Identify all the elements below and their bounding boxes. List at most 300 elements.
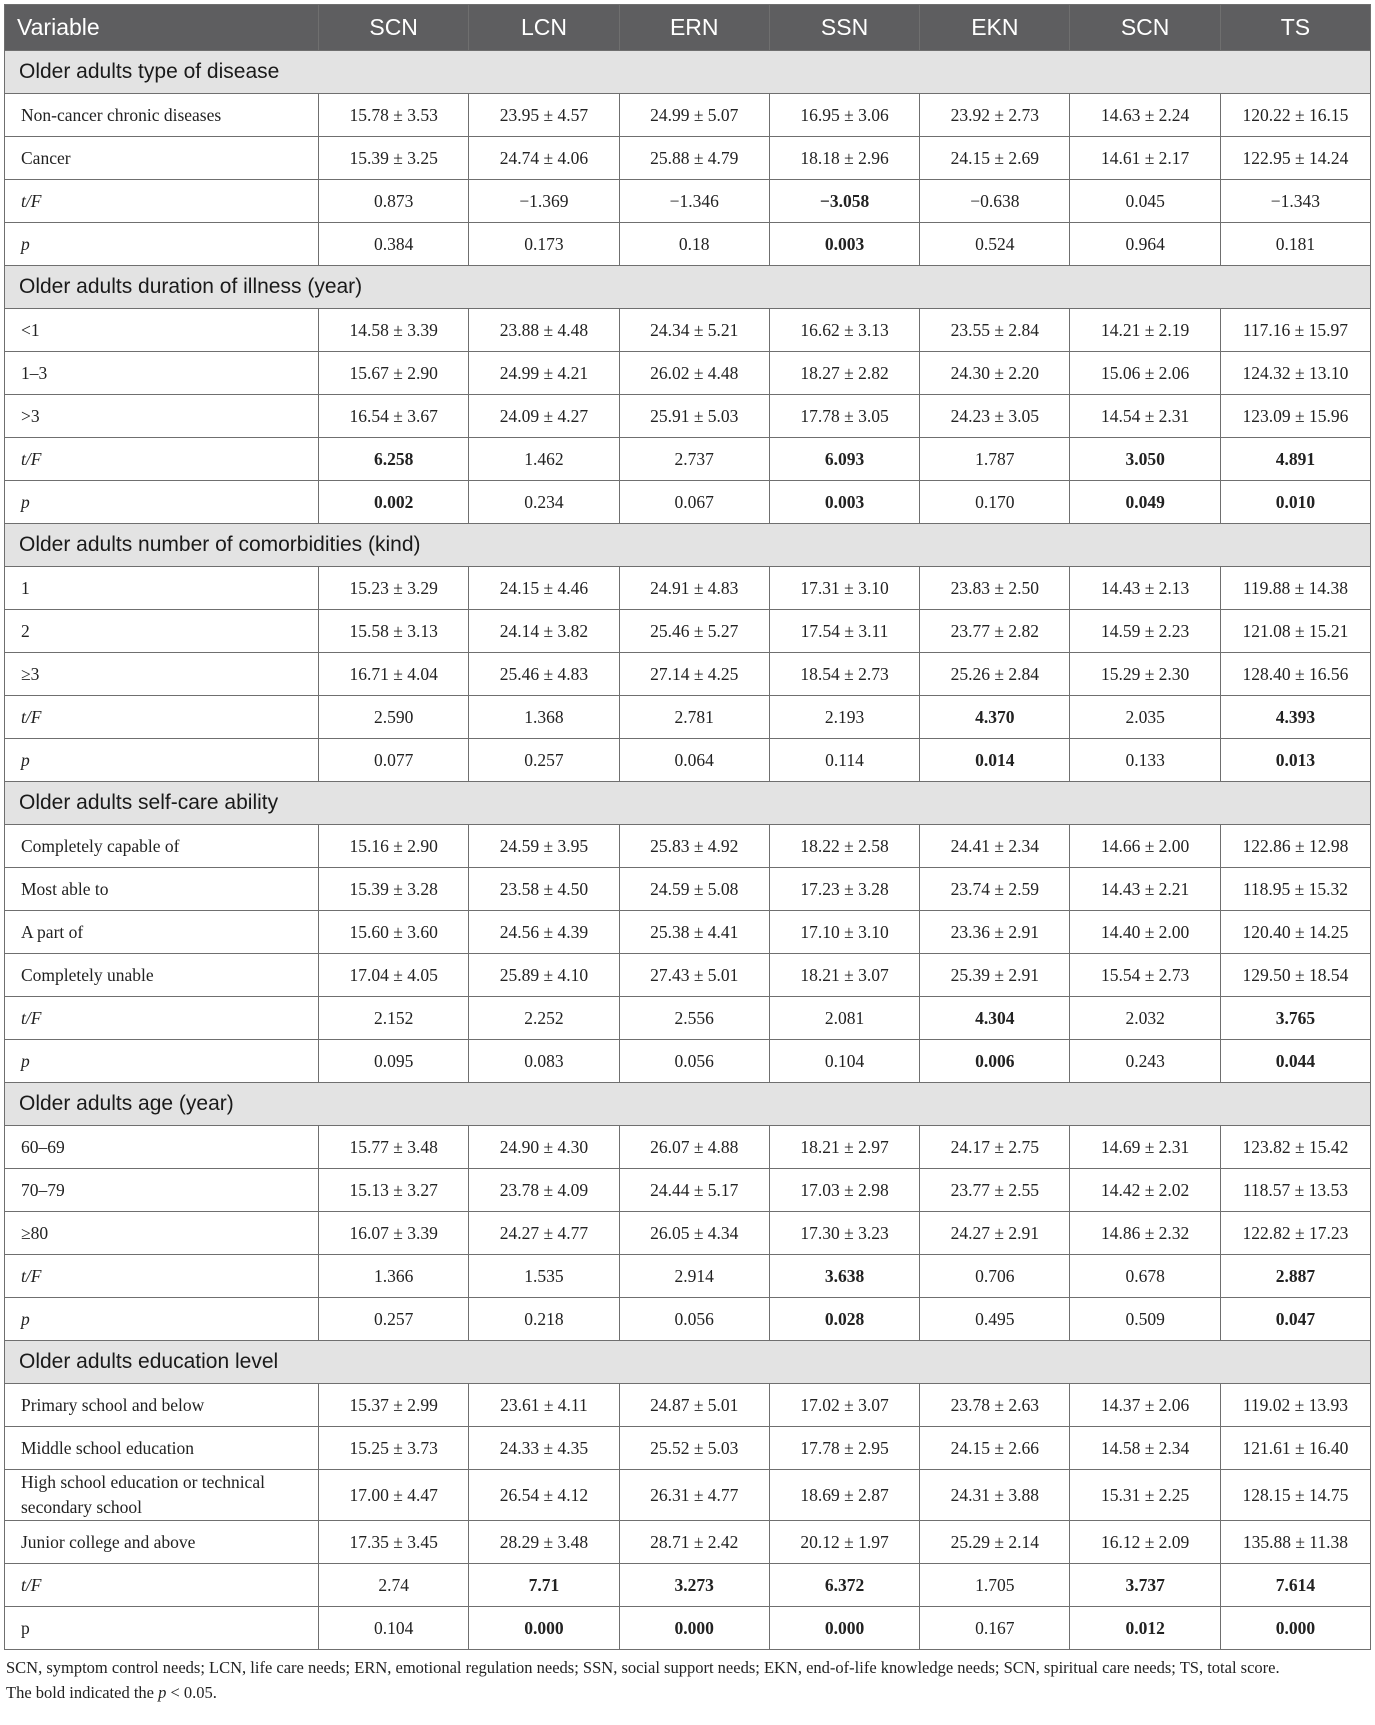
- table-cell: 18.21 ± 2.97: [769, 1126, 919, 1169]
- row-label: 70–79: [5, 1169, 319, 1212]
- table-row: [5, 137, 1371, 180]
- table-row: [5, 653, 1371, 696]
- table-cell: 2.193: [769, 696, 919, 739]
- row-label: Cancer: [5, 137, 319, 180]
- table-cell: 118.95 ± 15.32: [1220, 868, 1370, 911]
- row-label: High school education or technical secondary school: [5, 1470, 319, 1521]
- table-cell: 23.78 ± 2.63: [920, 1384, 1070, 1427]
- row-label: <1: [5, 309, 319, 352]
- table-cell: 0.181: [1220, 223, 1370, 266]
- table-cell: 2.590: [319, 696, 469, 739]
- table-cell: 0.014: [920, 739, 1070, 782]
- table-cell: 123.09 ± 15.96: [1220, 395, 1370, 438]
- table-cell: 3.638: [769, 1255, 919, 1298]
- table-cell: 0.045: [1070, 180, 1220, 223]
- section-header-row: [5, 51, 1371, 94]
- table-cell: 15.25 ± 3.73: [319, 1427, 469, 1470]
- table-body: [5, 51, 1371, 1650]
- table-cell: 18.21 ± 3.07: [769, 954, 919, 997]
- table-cell: 15.29 ± 2.30: [1070, 653, 1220, 696]
- table-cell: 14.59 ± 2.23: [1070, 610, 1220, 653]
- table-cell: 23.58 ± 4.50: [469, 868, 619, 911]
- table-cell: 118.57 ± 13.53: [1220, 1169, 1370, 1212]
- table-cell: 4.393: [1220, 696, 1370, 739]
- table-cell: 0.243: [1070, 1040, 1220, 1083]
- table-row: [5, 180, 1371, 223]
- table-cell: 16.54 ± 3.67: [319, 395, 469, 438]
- significance-note-var: p: [158, 1683, 167, 1702]
- table-cell: 120.22 ± 16.15: [1220, 94, 1370, 137]
- row-label: t/F: [5, 997, 319, 1040]
- table-cell: 122.82 ± 17.23: [1220, 1212, 1370, 1255]
- table-cell: 25.38 ± 4.41: [619, 911, 769, 954]
- table-cell: 17.30 ± 3.23: [769, 1212, 919, 1255]
- header-ekn: EKN: [920, 5, 1070, 51]
- table-cell: 25.91 ± 5.03: [619, 395, 769, 438]
- table-cell: 23.78 ± 4.09: [469, 1169, 619, 1212]
- table-cell: 24.74 ± 4.06: [469, 137, 619, 180]
- significance-note-prefix: The bold indicated the: [6, 1683, 159, 1702]
- table-cell: 0.044: [1220, 1040, 1370, 1083]
- table-cell: 24.99 ± 5.07: [619, 94, 769, 137]
- table-cell: 16.62 ± 3.13: [769, 309, 919, 352]
- table-cell: 0.170: [920, 481, 1070, 524]
- table-cell: 14.43 ± 2.21: [1070, 868, 1220, 911]
- section-title: Older adults number of comorbidities (kind): [5, 524, 1371, 567]
- table-cell: 0.678: [1070, 1255, 1220, 1298]
- table-cell: 23.88 ± 4.48: [469, 309, 619, 352]
- table-cell: 1.705: [920, 1564, 1070, 1607]
- table-cell: 14.58 ± 2.34: [1070, 1427, 1220, 1470]
- table-cell: 0.104: [769, 1040, 919, 1083]
- table-cell: 0.056: [619, 1298, 769, 1341]
- table-cell: 16.71 ± 4.04: [319, 653, 469, 696]
- table-cell: 135.88 ± 11.38: [1220, 1521, 1370, 1564]
- table-cell: 0.257: [469, 739, 619, 782]
- section-title: Older adults duration of illness (year): [5, 266, 1371, 309]
- table-cell: 17.78 ± 2.95: [769, 1427, 919, 1470]
- table-cell: 18.22 ± 2.58: [769, 825, 919, 868]
- header-ern: ERN: [619, 5, 769, 51]
- table-cell: 15.16 ± 2.90: [319, 825, 469, 868]
- table-cell: 0.047: [1220, 1298, 1370, 1341]
- table-cell: 2.035: [1070, 696, 1220, 739]
- table-cell: 2.781: [619, 696, 769, 739]
- table-cell: 15.58 ± 3.13: [319, 610, 469, 653]
- table-cell: 24.41 ± 2.34: [920, 825, 1070, 868]
- table-footnotes: [4, 1655, 1370, 1705]
- table-cell: 15.39 ± 3.25: [319, 137, 469, 180]
- table-cell: 27.14 ± 4.25: [619, 653, 769, 696]
- header-ts: TS: [1220, 5, 1370, 51]
- row-label: 2: [5, 610, 319, 653]
- row-label: ≥3: [5, 653, 319, 696]
- table-cell: 14.58 ± 3.39: [319, 309, 469, 352]
- table-row: [5, 1040, 1371, 1083]
- table-cell: 2.556: [619, 997, 769, 1040]
- section-header-row: [5, 782, 1371, 825]
- table-cell: 2.081: [769, 997, 919, 1040]
- table-cell: 28.71 ± 2.42: [619, 1521, 769, 1564]
- table-cell: 0.964: [1070, 223, 1220, 266]
- table-cell: 25.29 ± 2.14: [920, 1521, 1070, 1564]
- header-lcn: LCN: [469, 5, 619, 51]
- section-header-row: [5, 524, 1371, 567]
- row-label: t/F: [5, 438, 319, 481]
- table-cell: 1.366: [319, 1255, 469, 1298]
- row-label: ≥80: [5, 1212, 319, 1255]
- table-cell: 23.83 ± 2.50: [920, 567, 1070, 610]
- table-row: [5, 395, 1371, 438]
- table-cell: 3.273: [619, 1564, 769, 1607]
- table-cell: 24.23 ± 3.05: [920, 395, 1070, 438]
- table-cell: 24.87 ± 5.01: [619, 1384, 769, 1427]
- table-cell: 7.71: [469, 1564, 619, 1607]
- table-cell: 0.000: [469, 1607, 619, 1650]
- table-row: [5, 1607, 1371, 1650]
- table-cell: 0.000: [769, 1607, 919, 1650]
- section-header-row: [5, 266, 1371, 309]
- row-label: p: [5, 739, 319, 782]
- table-cell: 18.69 ± 2.87: [769, 1470, 919, 1521]
- table-cell: 15.13 ± 3.27: [319, 1169, 469, 1212]
- table-cell: 18.18 ± 2.96: [769, 137, 919, 180]
- table-row: [5, 1126, 1371, 1169]
- table-cell: 17.78 ± 3.05: [769, 395, 919, 438]
- table-cell: 23.95 ± 4.57: [469, 94, 619, 137]
- table-cell: 17.00 ± 4.47: [319, 1470, 469, 1521]
- section-title: Older adults self-care ability: [5, 782, 1371, 825]
- table-cell: 128.40 ± 16.56: [1220, 653, 1370, 696]
- table-cell: 122.95 ± 14.24: [1220, 137, 1370, 180]
- table-cell: 14.61 ± 2.17: [1070, 137, 1220, 180]
- table-cell: 15.77 ± 3.48: [319, 1126, 469, 1169]
- table-cell: 0.114: [769, 739, 919, 782]
- header-ssn: SSN: [769, 5, 919, 51]
- table-cell: 1.368: [469, 696, 619, 739]
- table-cell: 17.03 ± 2.98: [769, 1169, 919, 1212]
- header-scn-spiritual: SCN: [1070, 5, 1220, 51]
- table-cell: 6.372: [769, 1564, 919, 1607]
- table-cell: 7.614: [1220, 1564, 1370, 1607]
- row-label: t/F: [5, 1564, 319, 1607]
- table-cell: 2.887: [1220, 1255, 1370, 1298]
- table-cell: 3.050: [1070, 438, 1220, 481]
- table-cell: 14.40 ± 2.00: [1070, 911, 1220, 954]
- table-row: [5, 567, 1371, 610]
- table-row: [5, 1255, 1371, 1298]
- table-row: [5, 1470, 1371, 1521]
- row-label: t/F: [5, 1255, 319, 1298]
- table-cell: 0.003: [769, 223, 919, 266]
- table-cell: −0.638: [920, 180, 1070, 223]
- table-cell: 25.52 ± 5.03: [619, 1427, 769, 1470]
- table-cell: 24.44 ± 5.17: [619, 1169, 769, 1212]
- table-cell: 23.92 ± 2.73: [920, 94, 1070, 137]
- table-cell: 15.54 ± 2.73: [1070, 954, 1220, 997]
- row-label: 60–69: [5, 1126, 319, 1169]
- table-cell: 0.083: [469, 1040, 619, 1083]
- table-cell: 0.003: [769, 481, 919, 524]
- table-header-row: [5, 5, 1371, 51]
- table-cell: 0.002: [319, 481, 469, 524]
- table-row: [5, 868, 1371, 911]
- table-cell: 24.59 ± 3.95: [469, 825, 619, 868]
- table-cell: 0.013: [1220, 739, 1370, 782]
- table-cell: 14.54 ± 2.31: [1070, 395, 1220, 438]
- table-row: [5, 1298, 1371, 1341]
- table-cell: 0.006: [920, 1040, 1070, 1083]
- table-cell: 23.61 ± 4.11: [469, 1384, 619, 1427]
- table-cell: 15.60 ± 3.60: [319, 911, 469, 954]
- table-cell: 0.257: [319, 1298, 469, 1341]
- table-row: [5, 997, 1371, 1040]
- table-cell: 14.42 ± 2.02: [1070, 1169, 1220, 1212]
- table-cell: −3.058: [769, 180, 919, 223]
- table-cell: 117.16 ± 15.97: [1220, 309, 1370, 352]
- table-cell: 0.000: [619, 1607, 769, 1650]
- table-cell: 14.63 ± 2.24: [1070, 94, 1220, 137]
- row-label: p: [5, 481, 319, 524]
- table-cell: −1.369: [469, 180, 619, 223]
- table-cell: 0.067: [619, 481, 769, 524]
- table-cell: 24.15 ± 4.46: [469, 567, 619, 610]
- table-cell: 2.032: [1070, 997, 1220, 1040]
- table-cell: 120.40 ± 14.25: [1220, 911, 1370, 954]
- table-cell: 15.06 ± 2.06: [1070, 352, 1220, 395]
- significance-note: [6, 1680, 1370, 1705]
- table-row: [5, 1564, 1371, 1607]
- table-container: [4, 4, 1370, 1705]
- table-cell: 0.873: [319, 180, 469, 223]
- table-cell: 0.010: [1220, 481, 1370, 524]
- table-cell: 123.82 ± 15.42: [1220, 1126, 1370, 1169]
- table-cell: 122.86 ± 12.98: [1220, 825, 1370, 868]
- row-label: p: [5, 1607, 319, 1650]
- table-cell: 25.39 ± 2.91: [920, 954, 1070, 997]
- table-cell: 0.028: [769, 1298, 919, 1341]
- table-cell: 18.27 ± 2.82: [769, 352, 919, 395]
- table-cell: 23.77 ± 2.82: [920, 610, 1070, 653]
- table-cell: 14.66 ± 2.00: [1070, 825, 1220, 868]
- table-row: [5, 1169, 1371, 1212]
- row-label: p: [5, 223, 319, 266]
- table-cell: 25.26 ± 2.84: [920, 653, 1070, 696]
- section-title: Older adults type of disease: [5, 51, 1371, 94]
- table-row: [5, 954, 1371, 997]
- table-cell: −1.343: [1220, 180, 1370, 223]
- row-label: t/F: [5, 696, 319, 739]
- table-cell: 26.02 ± 4.48: [619, 352, 769, 395]
- table-cell: 16.07 ± 3.39: [319, 1212, 469, 1255]
- results-table: [4, 4, 1371, 1650]
- table-row: [5, 1521, 1371, 1564]
- row-label: A part of: [5, 911, 319, 954]
- table-cell: 0.167: [920, 1607, 1070, 1650]
- table-cell: 4.304: [920, 997, 1070, 1040]
- table-cell: 24.90 ± 4.30: [469, 1126, 619, 1169]
- table-cell: 0.509: [1070, 1298, 1220, 1341]
- table-cell: 15.37 ± 2.99: [319, 1384, 469, 1427]
- table-cell: 24.30 ± 2.20: [920, 352, 1070, 395]
- table-cell: 2.914: [619, 1255, 769, 1298]
- table-cell: 24.99 ± 4.21: [469, 352, 619, 395]
- table-cell: 121.61 ± 16.40: [1220, 1427, 1370, 1470]
- table-cell: 18.54 ± 2.73: [769, 653, 919, 696]
- table-row: [5, 1212, 1371, 1255]
- table-cell: 14.69 ± 2.31: [1070, 1126, 1220, 1169]
- table-cell: 25.89 ± 4.10: [469, 954, 619, 997]
- table-cell: 25.46 ± 5.27: [619, 610, 769, 653]
- table-cell: 0.18: [619, 223, 769, 266]
- table-cell: 0.706: [920, 1255, 1070, 1298]
- table-row: [5, 352, 1371, 395]
- table-cell: 14.21 ± 2.19: [1070, 309, 1220, 352]
- section-title: Older adults education level: [5, 1341, 1371, 1384]
- table-row: [5, 438, 1371, 481]
- row-label: Most able to: [5, 868, 319, 911]
- header-scn: SCN: [319, 5, 469, 51]
- table-cell: 24.91 ± 4.83: [619, 567, 769, 610]
- table-cell: 0.012: [1070, 1607, 1220, 1650]
- table-cell: 25.88 ± 4.79: [619, 137, 769, 180]
- table-cell: 15.78 ± 3.53: [319, 94, 469, 137]
- table-cell: 2.74: [319, 1564, 469, 1607]
- table-cell: 17.02 ± 3.07: [769, 1384, 919, 1427]
- table-cell: 24.15 ± 2.69: [920, 137, 1070, 180]
- table-row: [5, 309, 1371, 352]
- table-cell: 24.27 ± 2.91: [920, 1212, 1070, 1255]
- table-cell: 17.35 ± 3.45: [319, 1521, 469, 1564]
- table-cell: 24.09 ± 4.27: [469, 395, 619, 438]
- table-cell: 15.23 ± 3.29: [319, 567, 469, 610]
- table-cell: 15.31 ± 2.25: [1070, 1470, 1220, 1521]
- table-row: [5, 481, 1371, 524]
- table-cell: 24.33 ± 4.35: [469, 1427, 619, 1470]
- table-cell: 23.77 ± 2.55: [920, 1169, 1070, 1212]
- table-cell: 4.891: [1220, 438, 1370, 481]
- table-cell: 0.173: [469, 223, 619, 266]
- table-cell: 4.370: [920, 696, 1070, 739]
- table-row: [5, 610, 1371, 653]
- table-cell: 23.55 ± 2.84: [920, 309, 1070, 352]
- section-title: Older adults age (year): [5, 1083, 1371, 1126]
- table-cell: 0.095: [319, 1040, 469, 1083]
- table-cell: 25.46 ± 4.83: [469, 653, 619, 696]
- table-cell: 24.34 ± 5.21: [619, 309, 769, 352]
- row-label: p: [5, 1298, 319, 1341]
- table-cell: 0.218: [469, 1298, 619, 1341]
- table-cell: 0.000: [1220, 1607, 1370, 1650]
- table-cell: 24.15 ± 2.66: [920, 1427, 1070, 1470]
- table-cell: 17.31 ± 3.10: [769, 567, 919, 610]
- table-cell: 26.54 ± 4.12: [469, 1470, 619, 1521]
- section-header-row: [5, 1341, 1371, 1384]
- table-cell: 16.12 ± 2.09: [1070, 1521, 1220, 1564]
- abbreviations-note: SCN, symptom control needs; LCN, life care needs; ERN, emotional regulation needs; SSN, social support needs; EKN, end-of-life knowledge needs; SCN, spiritual care needs; TS, total score.: [6, 1658, 1280, 1677]
- table-cell: 24.31 ± 3.88: [920, 1470, 1070, 1521]
- table-row: [5, 825, 1371, 868]
- table-cell: 119.02 ± 13.93: [1220, 1384, 1370, 1427]
- header-variable: Variable: [5, 5, 319, 51]
- row-label: Completely capable of: [5, 825, 319, 868]
- table-cell: 26.07 ± 4.88: [619, 1126, 769, 1169]
- row-label: t/F: [5, 180, 319, 223]
- table-cell: 26.31 ± 4.77: [619, 1470, 769, 1521]
- table-cell: 6.093: [769, 438, 919, 481]
- table-cell: 24.56 ± 4.39: [469, 911, 619, 954]
- table-cell: 17.23 ± 3.28: [769, 868, 919, 911]
- table-cell: 129.50 ± 18.54: [1220, 954, 1370, 997]
- table-cell: 121.08 ± 15.21: [1220, 610, 1370, 653]
- table-cell: 0.064: [619, 739, 769, 782]
- table-cell: 6.258: [319, 438, 469, 481]
- table-cell: 0.234: [469, 481, 619, 524]
- table-cell: 17.54 ± 3.11: [769, 610, 919, 653]
- table-cell: 3.765: [1220, 997, 1370, 1040]
- row-label: 1–3: [5, 352, 319, 395]
- row-label: p: [5, 1040, 319, 1083]
- row-label: >3: [5, 395, 319, 438]
- row-label: Middle school education: [5, 1427, 319, 1470]
- table-cell: 0.524: [920, 223, 1070, 266]
- table-cell: 15.39 ± 3.28: [319, 868, 469, 911]
- table-cell: 14.86 ± 2.32: [1070, 1212, 1220, 1255]
- table-cell: 0.384: [319, 223, 469, 266]
- table-cell: 0.056: [619, 1040, 769, 1083]
- table-cell: 15.67 ± 2.90: [319, 352, 469, 395]
- table-row: [5, 94, 1371, 137]
- significance-note-suffix: < 0.05.: [166, 1683, 217, 1702]
- table-cell: 2.737: [619, 438, 769, 481]
- table-cell: 0.077: [319, 739, 469, 782]
- table-cell: 17.04 ± 4.05: [319, 954, 469, 997]
- table-cell: 0.104: [319, 1607, 469, 1650]
- table-cell: 3.737: [1070, 1564, 1220, 1607]
- table-cell: 25.83 ± 4.92: [619, 825, 769, 868]
- table-cell: 14.43 ± 2.13: [1070, 567, 1220, 610]
- table-cell: 24.59 ± 5.08: [619, 868, 769, 911]
- section-header-row: [5, 1083, 1371, 1126]
- table-cell: 20.12 ± 1.97: [769, 1521, 919, 1564]
- table-cell: 24.27 ± 4.77: [469, 1212, 619, 1255]
- table-cell: 1.535: [469, 1255, 619, 1298]
- table-cell: −1.346: [619, 180, 769, 223]
- table-cell: 26.05 ± 4.34: [619, 1212, 769, 1255]
- table-cell: 23.74 ± 2.59: [920, 868, 1070, 911]
- table-cell: 24.14 ± 3.82: [469, 610, 619, 653]
- table-cell: 1.462: [469, 438, 619, 481]
- table-cell: 124.32 ± 13.10: [1220, 352, 1370, 395]
- row-label: Primary school and below: [5, 1384, 319, 1427]
- table-row: [5, 739, 1371, 782]
- table-row: [5, 696, 1371, 739]
- table-row: [5, 223, 1371, 266]
- table-cell: 119.88 ± 14.38: [1220, 567, 1370, 610]
- table-cell: 14.37 ± 2.06: [1070, 1384, 1220, 1427]
- row-label: 1: [5, 567, 319, 610]
- table-cell: 2.252: [469, 997, 619, 1040]
- row-label: Junior college and above: [5, 1521, 319, 1564]
- table-cell: 16.95 ± 3.06: [769, 94, 919, 137]
- row-label: Non-cancer chronic diseases: [5, 94, 319, 137]
- table-row: [5, 1384, 1371, 1427]
- table-cell: 24.17 ± 2.75: [920, 1126, 1070, 1169]
- table-row: [5, 1427, 1371, 1470]
- table-cell: 27.43 ± 5.01: [619, 954, 769, 997]
- table-cell: 23.36 ± 2.91: [920, 911, 1070, 954]
- table-cell: 0.049: [1070, 481, 1220, 524]
